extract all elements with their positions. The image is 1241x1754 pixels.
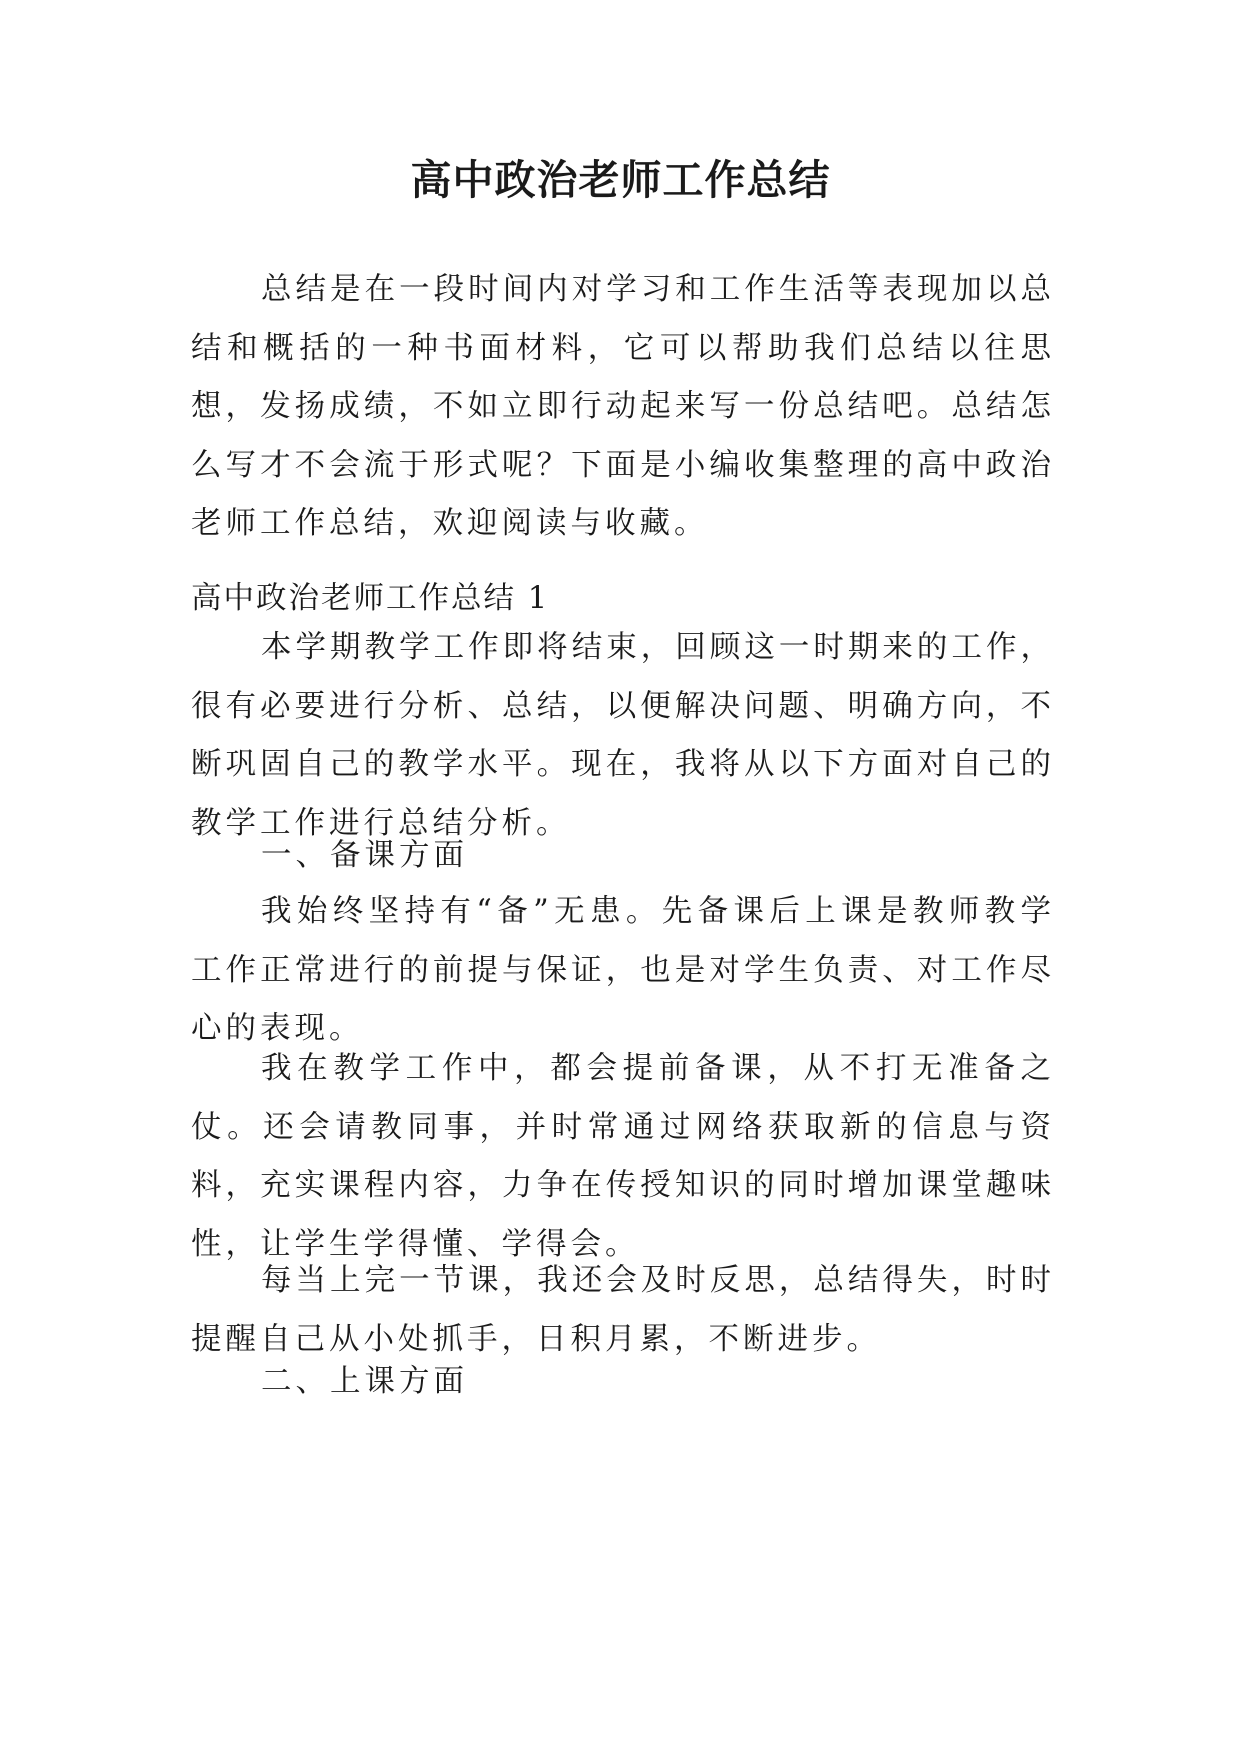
subheading-teaching: 二、上课方面 [261,1364,468,1399]
paragraph-3: 我在教学工作中，都会提前备课，从不打无准备之仗。还会请教同事，并时常通过网络获取新的信息与资料，充实课程内容，力争在传授知识的同时增加课堂趣味性，让学生学得懂、学得会。 [191,1051,1055,1262]
paragraph-4: 每当上完一节课，我还会及时反思，总结得失，时时提醒自己从小处抓手，日积月累，不断进步。 [191,1263,1055,1357]
document-title: 高中政治老师工作总结 [410,156,831,204]
paragraph-2: 我始终坚持有“备”无患。先备课后上课是教师教学工作正常进行的前提与保证，也是对学生负责、对工作尽心的表现。 [191,894,1055,1046]
paragraph-1: 本学期教学工作即将结束，回顾这一时期来的工作，很有必要进行分析、总结，以便解决问题、明确方向，不断巩固自己的教学水平。现在，我将从以下方面对自己的教学工作进行总结分析。 [191,630,1055,841]
intro-paragraph: 总结是在一段时间内对学习和工作生活等表现加以总结和概括的一种书面材料，它可以帮助我们总结以往思想，发扬成绩，不如立即行动起来写一份总结吧。总结怎么写才不会流于形式呢？下面是小编收集整理的高中政治老师工作总结，欢迎阅读与收藏。 [191,272,1055,541]
section-title: 高中政治老师工作总结 1 [191,581,550,616]
subheading-preparation: 一、备课方面 [261,838,468,873]
